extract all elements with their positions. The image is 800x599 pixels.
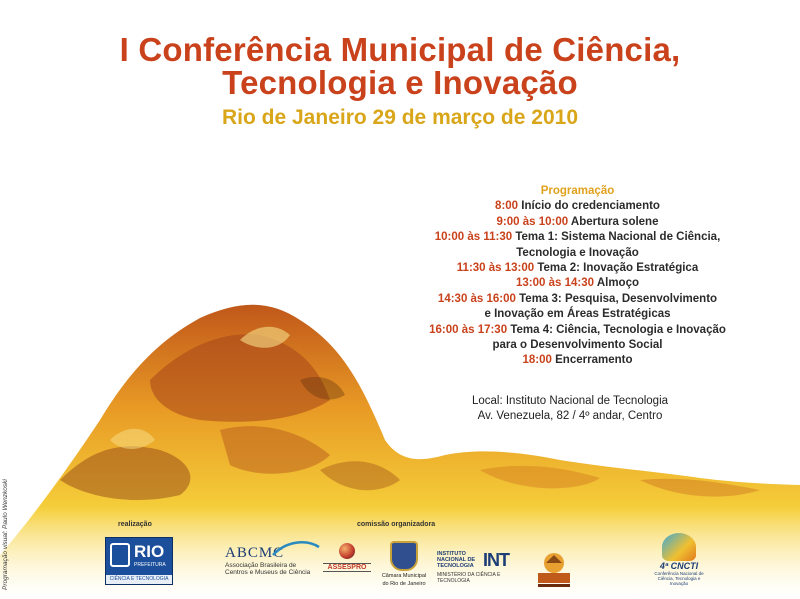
schedule-item-cont: Tecnologia e Inovação	[516, 246, 639, 259]
schedule-item: 14:30 às 16:00 Tema 3: Pesquisa, Desenvolvimento	[437, 292, 718, 305]
rio-emblem-icon	[110, 543, 130, 567]
head-profile-icon	[662, 533, 696, 561]
camara-municipal-logo: Câmara Municipal do Rio de Janeiro	[379, 541, 429, 593]
schedule-item: 16:00 às 17:30 Tema 4: Ciência, Tecnologia e Inovação	[429, 323, 726, 336]
program-schedule	[400, 184, 755, 369]
title-line-1: I Conferência Municipal de Ciência,	[119, 31, 681, 68]
venue-name: Local: Instituto Nacional de Tecnologia	[471, 395, 669, 407]
abcmc-logo: ABCMC Associação Brasileira de Centros e Museus de Ciência	[225, 545, 315, 585]
schedule-item: 13:00 às 14:30 Almoço	[516, 277, 639, 290]
venue-address: Av. Venezuela, 82 / 4º andar, Centro	[477, 410, 663, 422]
sponsor-logo-badge	[534, 549, 574, 589]
rio-prefeitura-logo: RIO PREFEITURA CIÊNCIA E TECNOLOGIA	[105, 537, 173, 585]
design-credit: Programação visual: Paulo Wenzkoski	[2, 479, 9, 590]
int-logo: INSTITUTO NACIONAL DE TECNOLOGIA INT MINISTÉRIO DA CIÊNCIA E TECNOLOGIA	[437, 550, 509, 584]
schedule-item: 10:00 às 11:30 Tema 1: Sistema Nacional de Ciência,	[434, 231, 721, 244]
globe-icon	[339, 543, 355, 559]
schedule-item: 18:00 Encerramento	[522, 354, 633, 367]
schedule-item-cont: e Inovação em Áreas Estratégicas	[484, 308, 671, 321]
venue-info	[420, 394, 720, 424]
badge-icon	[534, 549, 574, 589]
title-line-2: Tecnologia e Inovação	[222, 64, 578, 101]
cncti-logo: 4ª CNCTI Conferência Nacional de Ciência, Tecnologia e Inovação	[648, 533, 710, 591]
crest-icon	[390, 541, 418, 571]
abcmc-swoosh-icon	[271, 539, 321, 559]
schedule-item: 11:30 às 13:00 Tema 2: Inovação Estratégica	[456, 262, 699, 275]
event-date: Rio de Janeiro 29 de março de 2010	[222, 106, 578, 129]
schedule-item: 8:00 Início do credenciamento	[495, 200, 660, 213]
program-heading: Programação	[540, 185, 615, 197]
assespro-logo: ASSESPRO	[323, 543, 371, 583]
schedule-item-cont: para o Desenvolvimento Social	[492, 339, 663, 352]
comissao-label: comissão organizadora	[357, 521, 436, 528]
schedule-item: 9:00 às 10:00 Abertura solene	[496, 215, 659, 228]
realizacao-label: realização	[118, 521, 152, 528]
